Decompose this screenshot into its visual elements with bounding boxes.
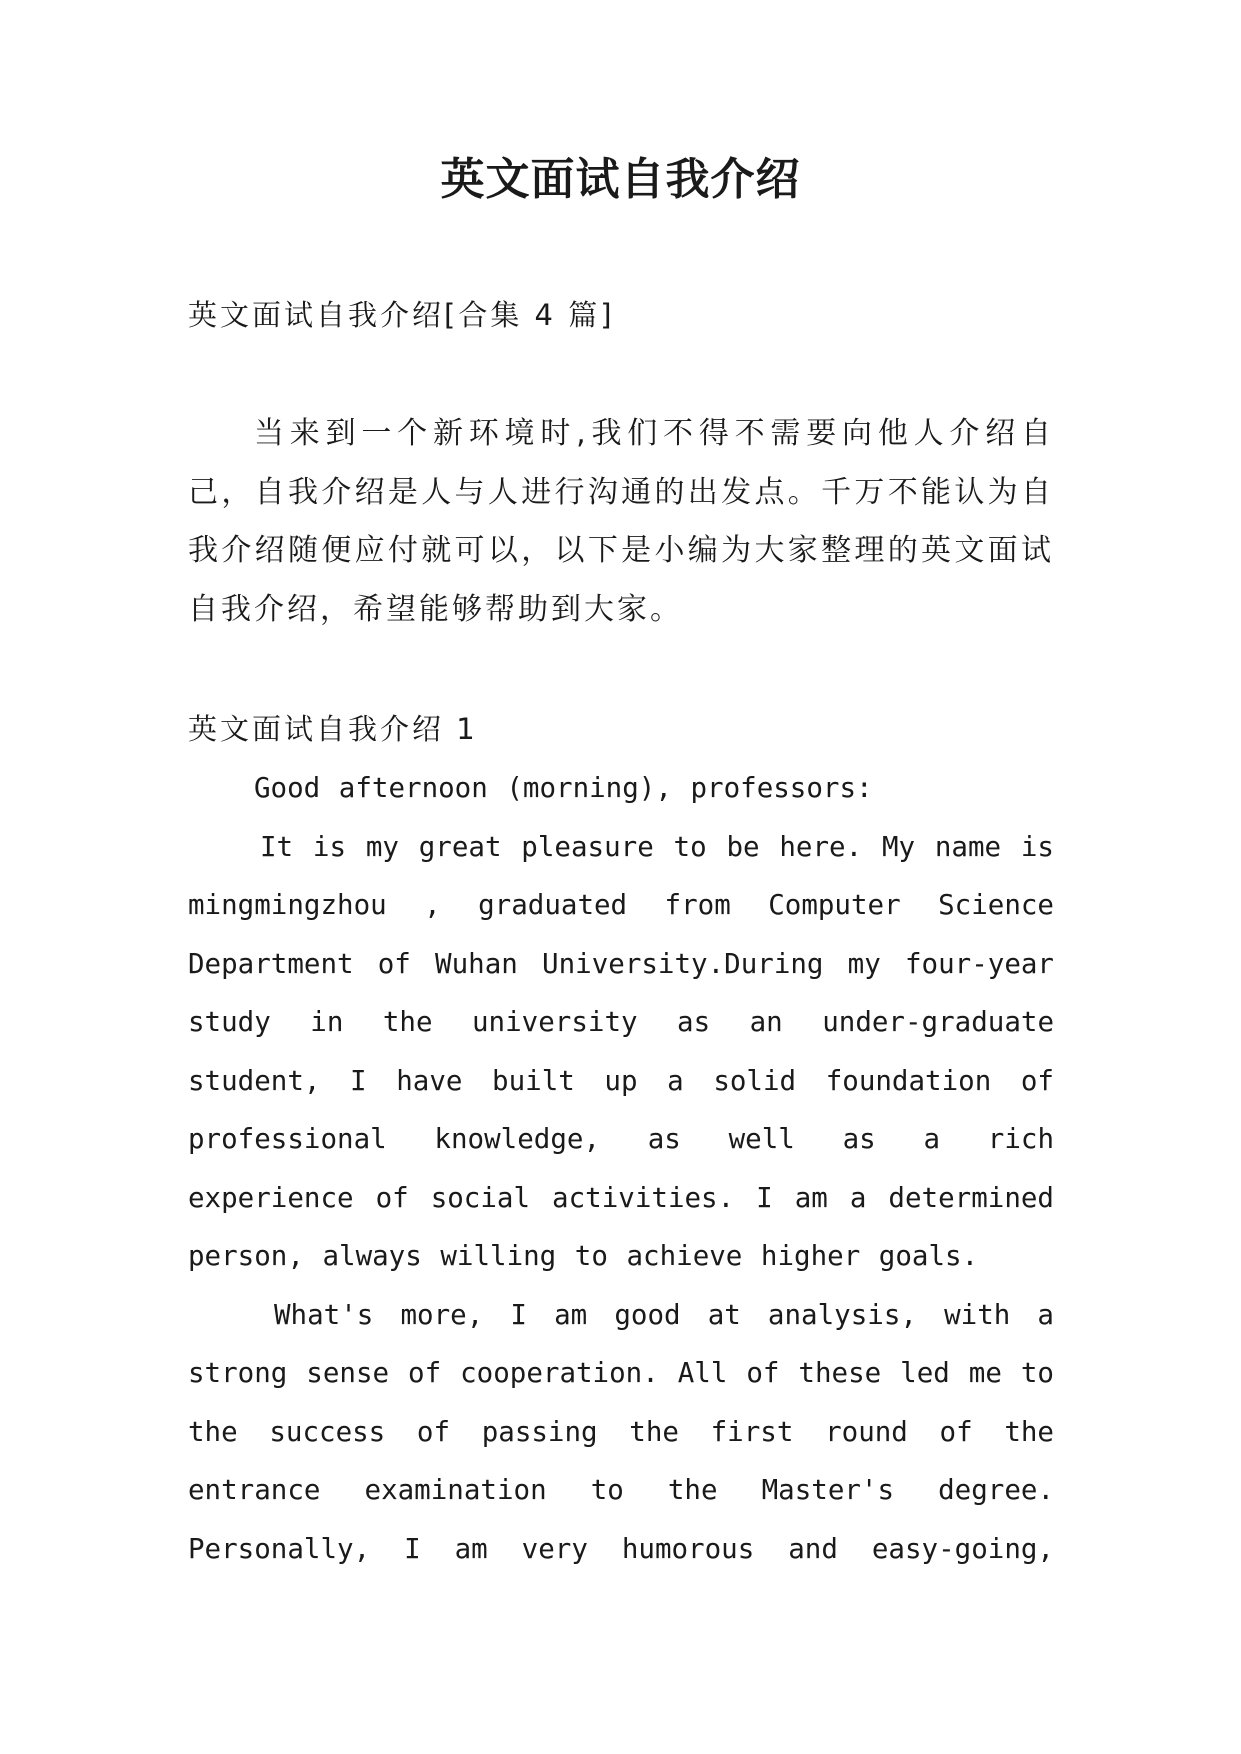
greeting-paragraph: Good afternoon (morning), professors: [254,772,873,804]
document-body [188,285,1054,1578]
document-subtitle: 英文面试自我介绍[合集 4 篇] [188,298,615,332]
body-paragraph-1: It is my great pleasure to be here. My name is mingmingzhou , graduated from Computer Science Department of Wuhan University.During my four-year study in the university as an under-graduate student, I have built up a solid foundation of professional knowledge, as well as a rich experience of social activities. I am a determined person, always willing to achieve higher goals. [188,830,1054,1272]
document-title: 英文面试自我介绍 [440,154,801,205]
section-heading: 英文面试自我介绍 1 [188,712,478,746]
body-paragraph-2: What's more, I am good at analysis, with a strong sense of cooperation. All of these led me to the success of passing the first round of the entrance examination to the Master's degree. Personally, I am very humorous and easy-going, [188,1298,1054,1565]
intro-paragraph: 当来到一个新环境时,我们不得不需要向他人介绍自己，自我介绍是人与人进行沟通的出发点。千万不能认为自我介绍随便应付就可以，以下是小编为大家整理的英文面试自我介绍，希望能够帮助到大家。 [188,416,1054,627]
